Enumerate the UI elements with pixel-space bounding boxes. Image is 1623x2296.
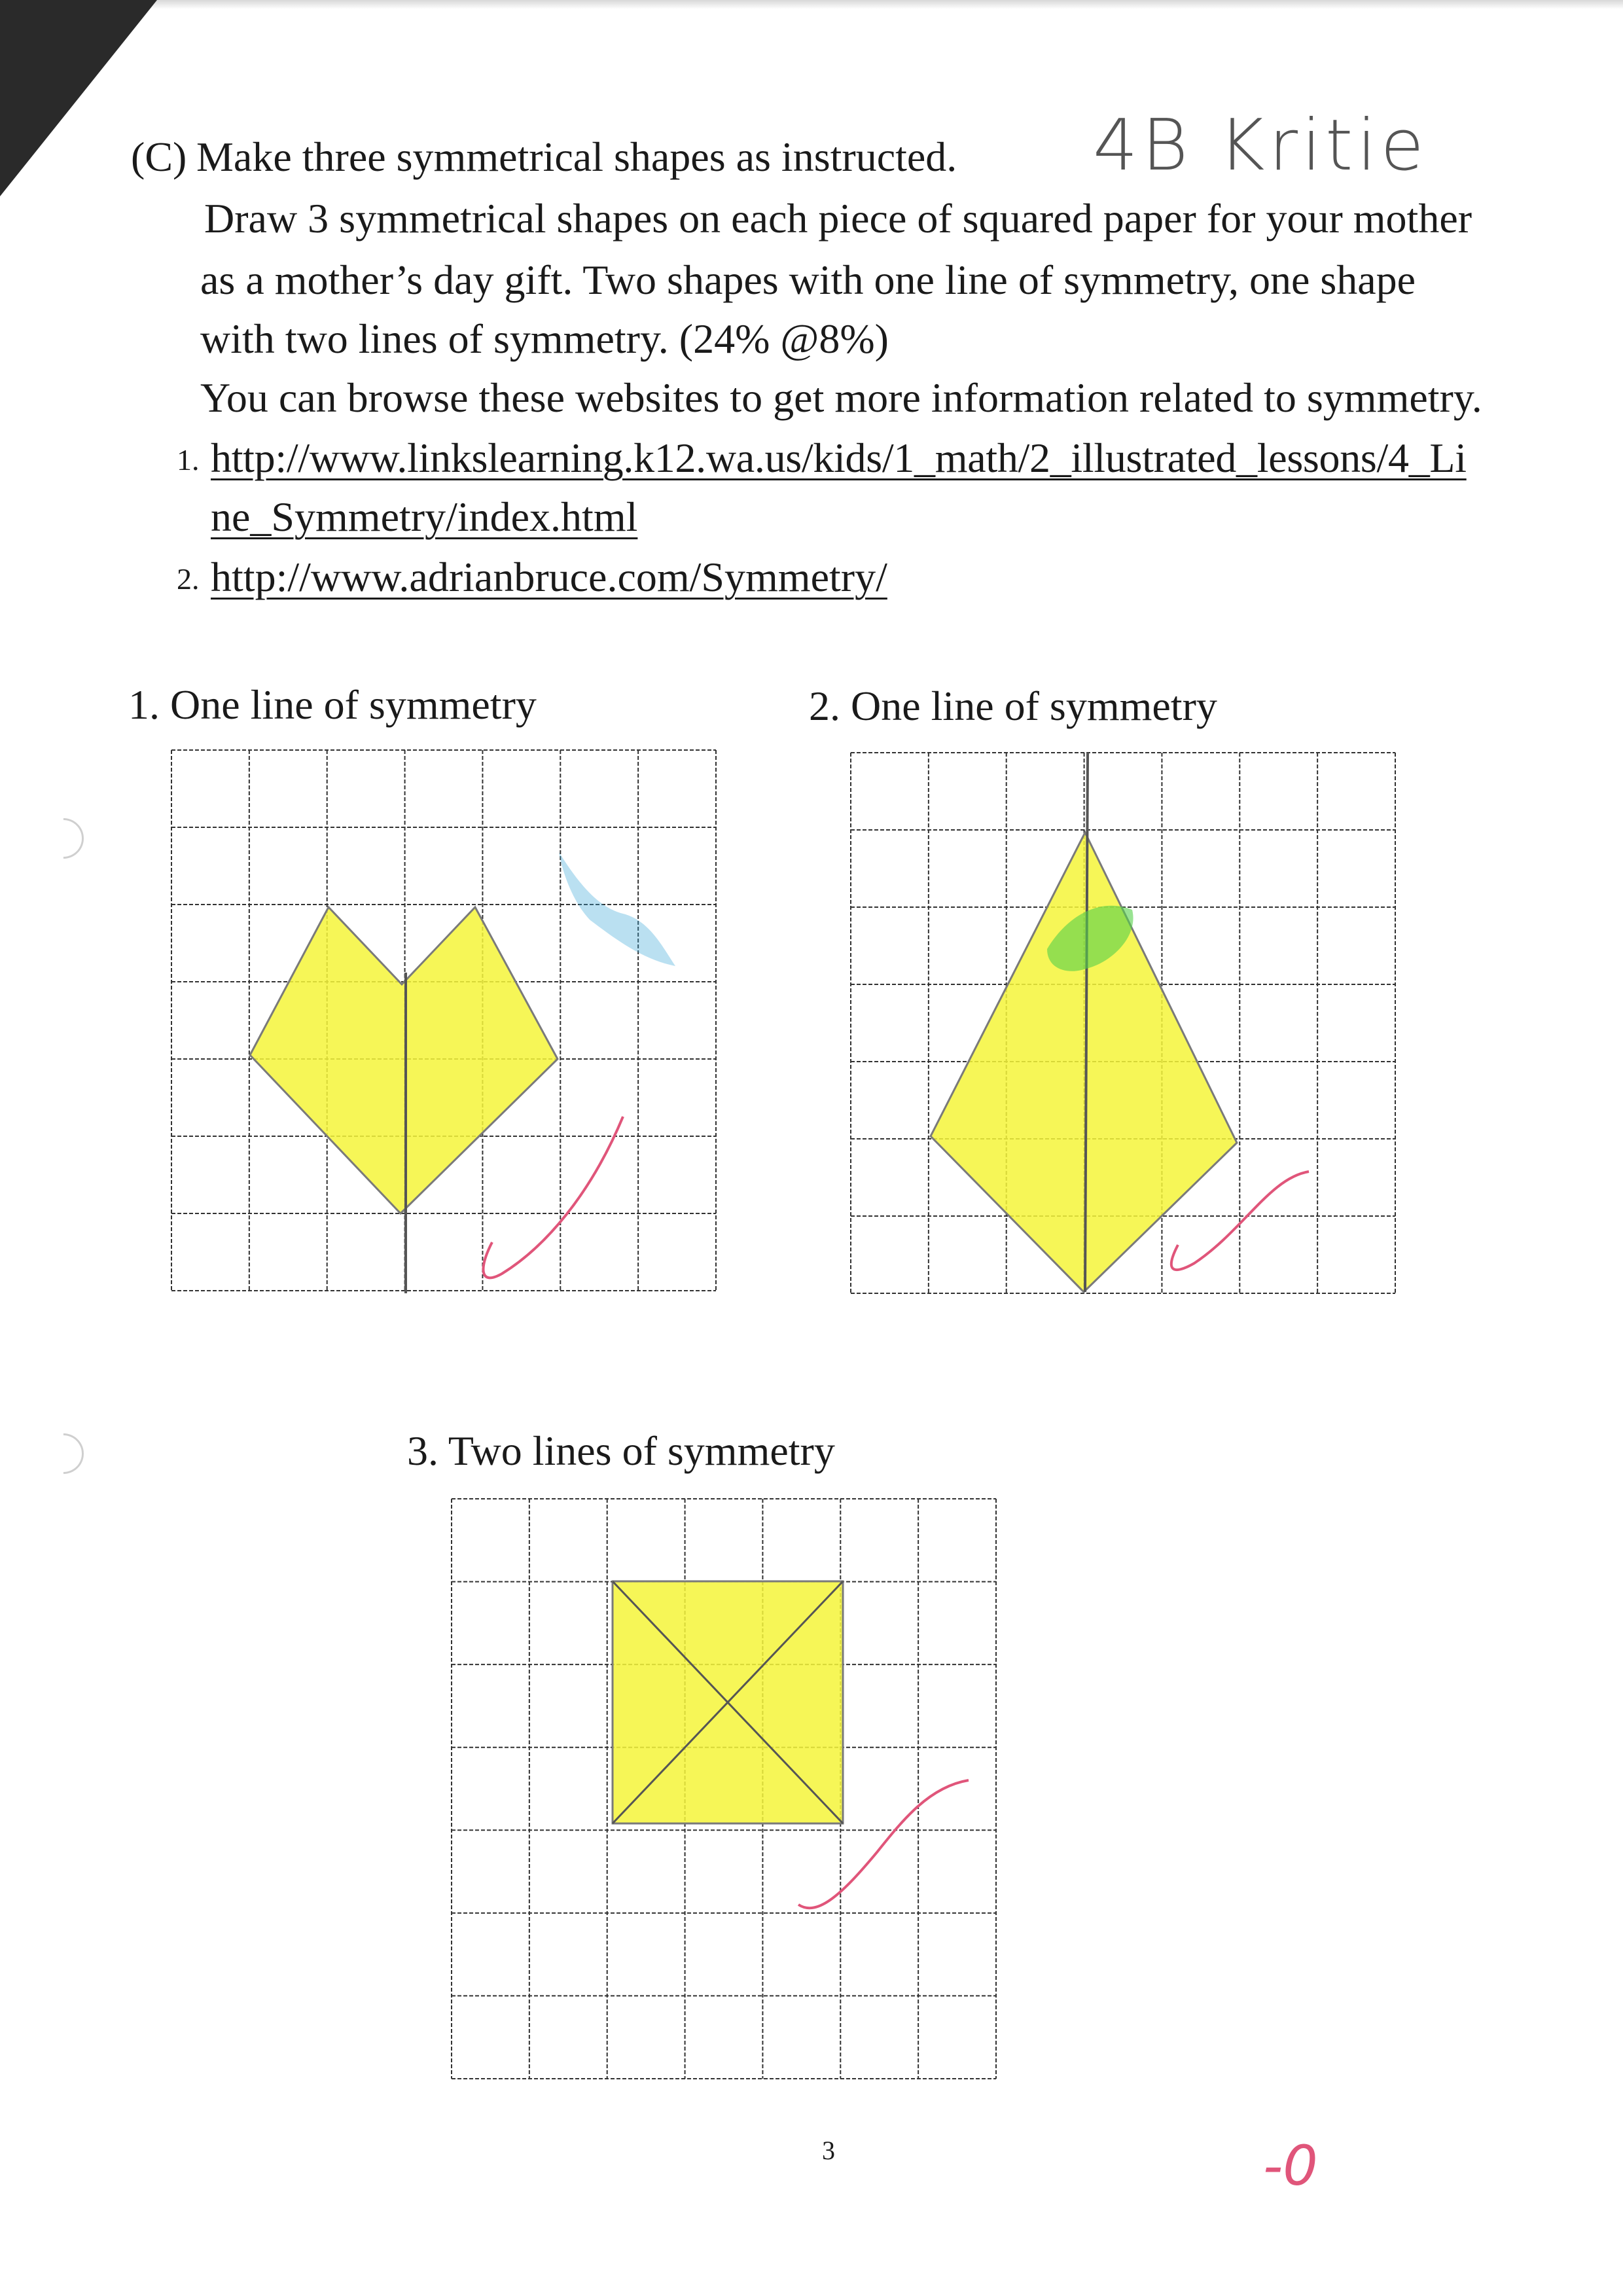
task-2-label: 2. One line of symmetry <box>809 683 1217 729</box>
website-link-1[interactable]: http://www.linkslearning.k12.wa.us/kids/1_math/2_illustrated_lessons/4_Li <box>211 435 1467 481</box>
squared-paper-grid-2 <box>851 753 1400 1296</box>
page-top-edge <box>0 0 1623 9</box>
heart-shape <box>250 907 558 1213</box>
section-label: (C) <box>131 134 187 180</box>
link-number: 2. <box>177 562 200 596</box>
instruction-line: as a mother’s day gift. Two shapes with one line of symmetry, one shape <box>200 257 1416 303</box>
tick-mark <box>483 1117 623 1278</box>
student-name-handwritten: 4B Kritie <box>1093 105 1428 187</box>
task-3-label: 3. Two lines of symmetry <box>407 1427 835 1474</box>
blue-smudge <box>559 852 675 966</box>
task-1-label: 1. One line of symmetry <box>128 681 537 728</box>
question-title: Make three symmetrical shapes as instructed. <box>196 134 957 180</box>
website-link-1-continued[interactable]: ne_Symmetry/index.html <box>211 493 638 540</box>
instruction-line: You can browse these websites to get more information related to symmetry. <box>200 374 1482 421</box>
link-number: 1. <box>177 443 200 476</box>
instruction-line: Draw 3 symmetrical shapes on each piece of squared paper for your mother <box>204 195 1472 242</box>
website-link-2[interactable]: http://www.adrianbruce.com/Symmetry/ <box>211 554 887 600</box>
squared-paper-grid-1 <box>171 750 721 1293</box>
score-mark: -0 <box>1263 2134 1318 2198</box>
squared-paper-grid-3 <box>452 1499 1001 2081</box>
punch-hole-mark <box>35 1425 92 1482</box>
instruction-line: with two lines of symmetry. (24% @8%) <box>200 315 889 362</box>
punch-hole-mark <box>35 810 92 867</box>
page-number: 3 <box>822 2136 835 2165</box>
kite-shape <box>931 833 1237 1292</box>
